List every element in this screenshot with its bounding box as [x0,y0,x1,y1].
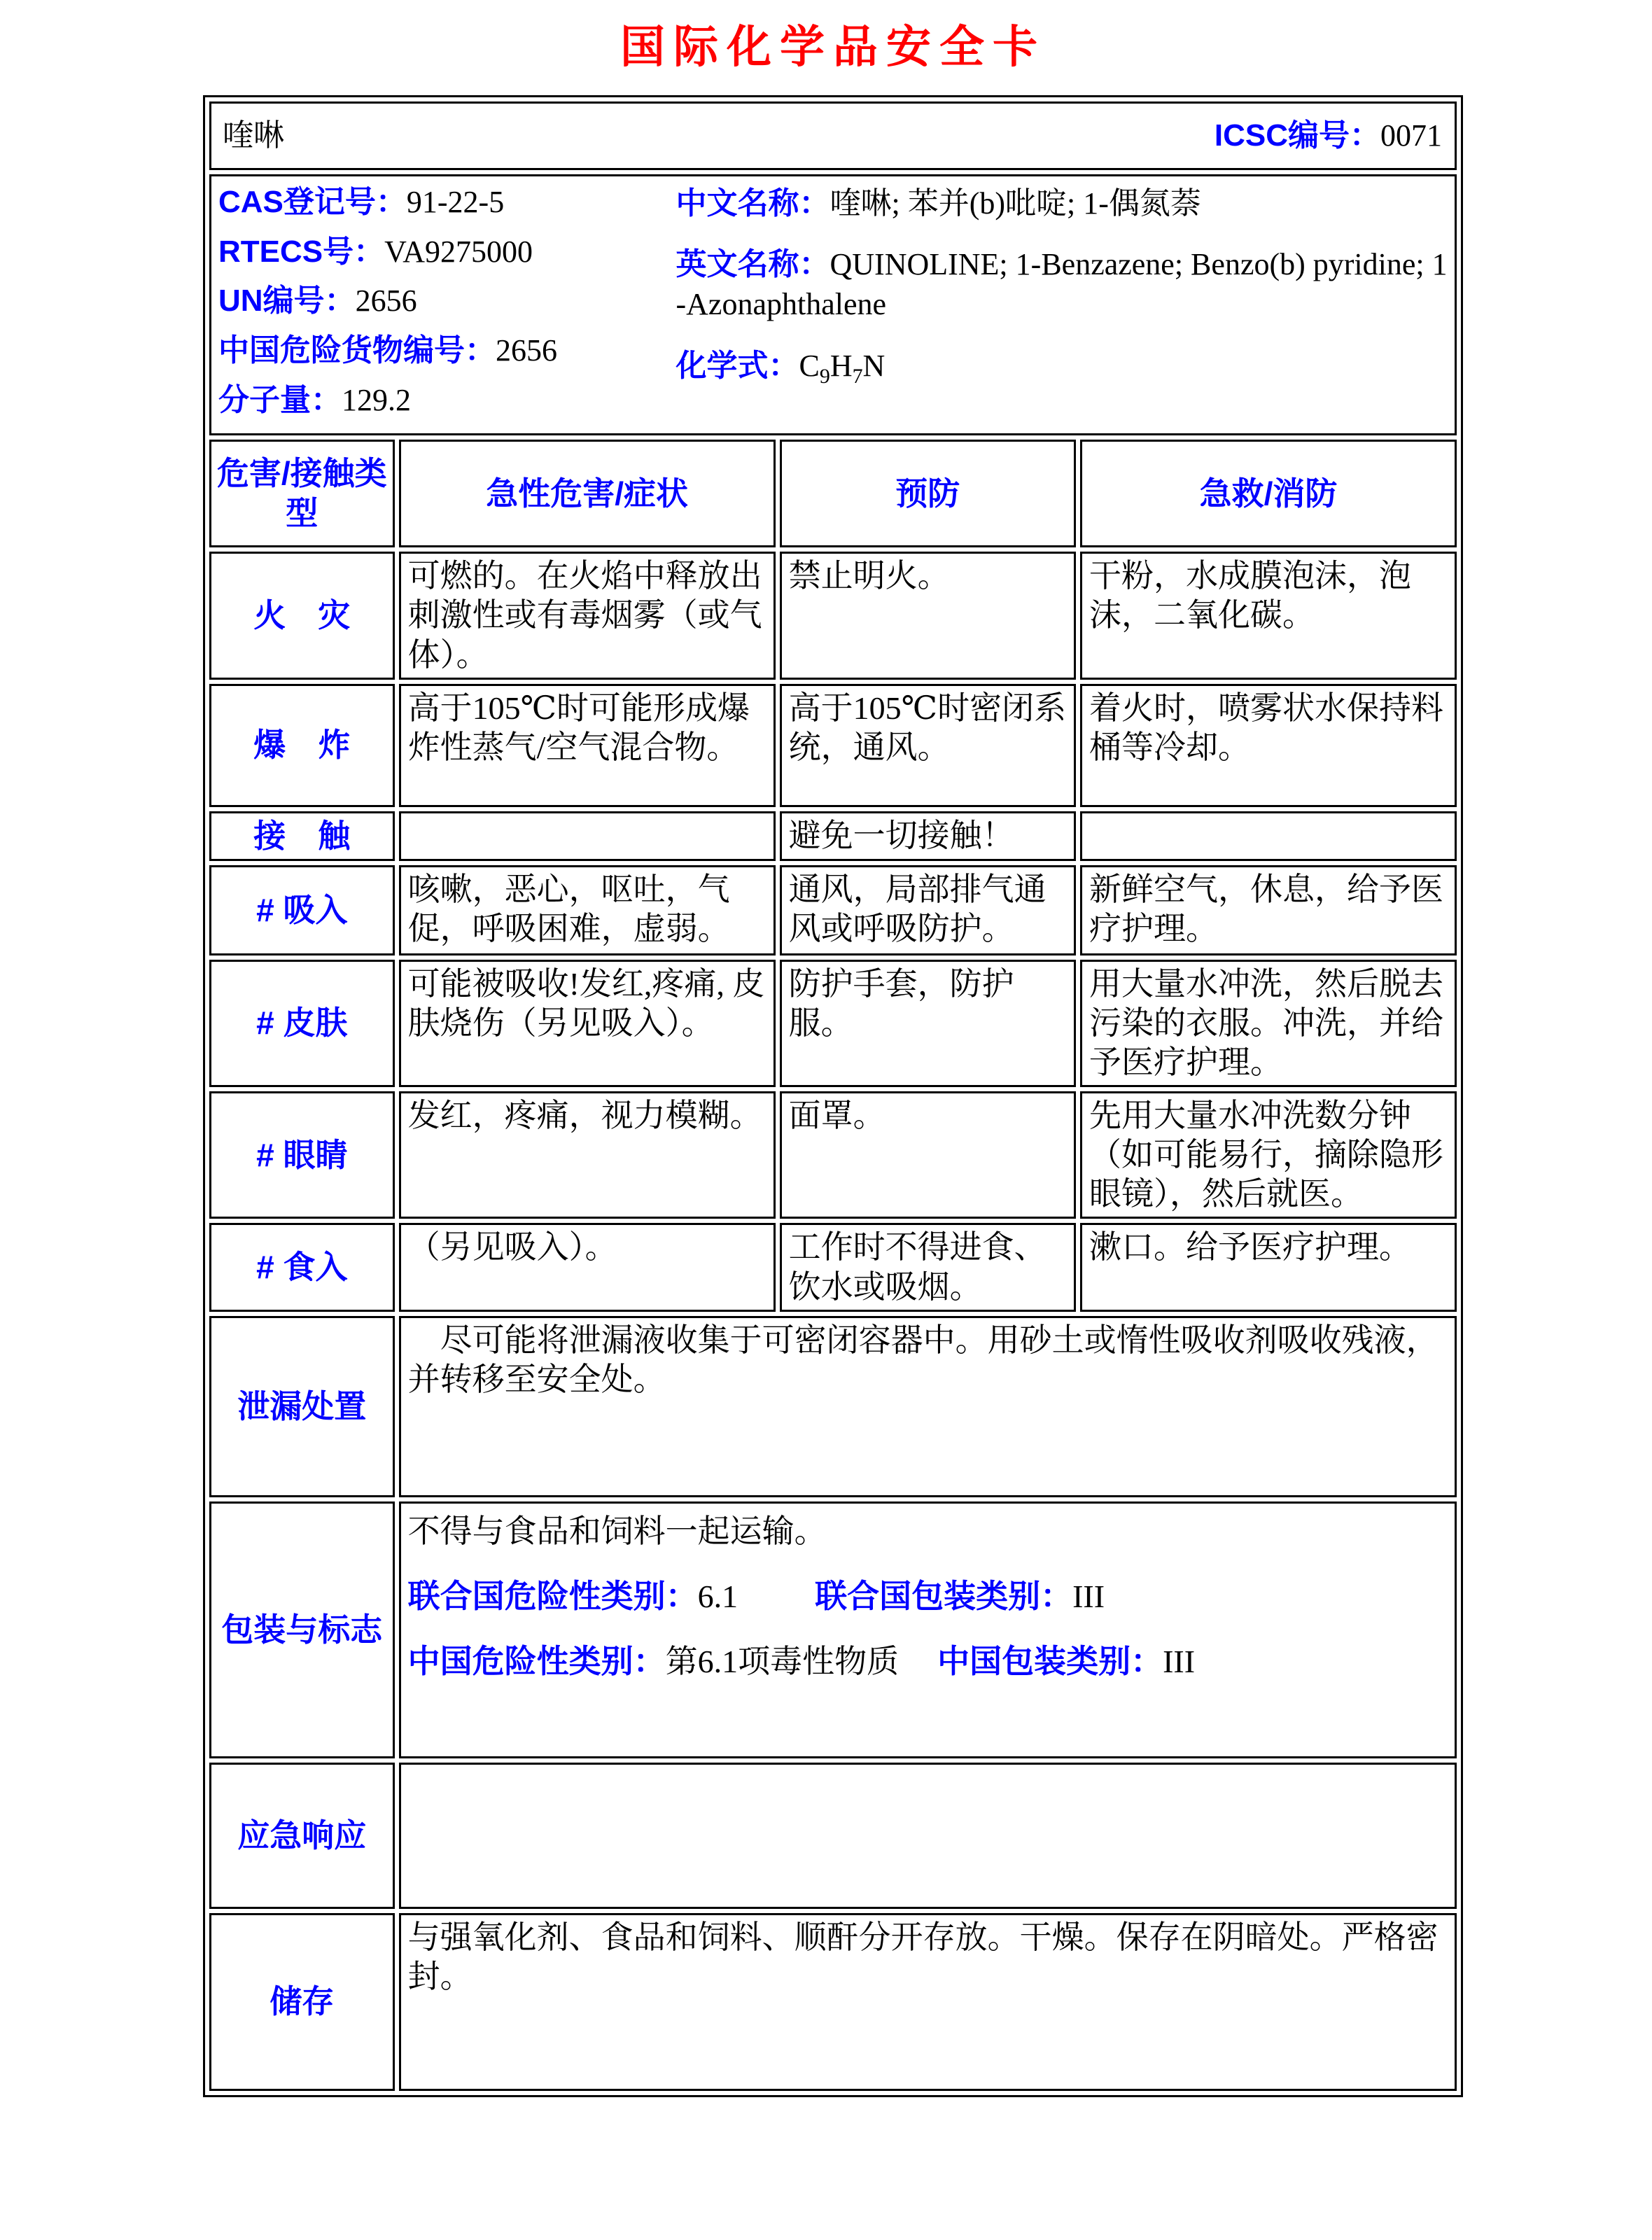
response-cell: 干粉，水成膜泡沫，泡沫，二氧化碳。 [1080,552,1457,679]
identifier-value: 129.2 [342,382,411,417]
card-header-cell [209,102,1457,170]
section-label-cell: 包装与标志 [209,1502,395,1758]
prevention-cell: 通风，局部排气通风或呼吸防护。 [780,865,1076,955]
identifier-cn-dangerous-goods [218,332,672,370]
hazard-row-fire [209,552,1457,679]
packaging-cn-line [408,1642,1448,1681]
cn-pack-label: 中国包装类别： [937,1642,1163,1679]
hazard-row-skin [209,960,1457,1087]
english-name-value: QUINOLINE; 1-Benzazene; Benzo(b) pyridine; 1-Azonaphthalene [676,247,1448,322]
chinese-name-line [676,183,1448,223]
section-label-cell: 泄漏处置 [209,1316,395,1497]
hazard-header-prevention: 预防 [780,440,1076,547]
response-cell: 先用大量水冲洗数分钟（如可能易行，摘除隐形眼镜），然后就医。 [1080,1091,1457,1219]
cn-hazard-value: 第6.1项毒性物质 [665,1643,899,1679]
hazard-header-type: 危害/接触类型 [209,440,395,547]
hazard-type-cell: # 食入 [209,1223,395,1311]
un-hazard-value: 6.1 [697,1578,738,1614]
hazard-row-eyes [209,1091,1457,1219]
substance-name: 喹啉 [223,118,284,153]
section-content-cell [399,1502,1457,1758]
packaging-transport-note: 不得与食品和饲料一起运输。 [407,1513,827,1549]
english-name-line [676,244,1448,324]
symptoms-cell [399,811,776,861]
cn-hazard-label: 中国危险性类别： [407,1642,666,1679]
identifier-label: RTECS号： [218,234,385,269]
hazard-header-response: 急救/消防 [1080,440,1457,547]
symptoms-cell: 咳嗽，恶心，呕吐，气促，呼吸困难，虚弱。 [399,865,776,955]
symptoms-cell: 发红，疼痛，视力模糊。 [399,1091,776,1219]
packaging-un-line [408,1576,1448,1616]
identifier-value: 2656 [496,333,557,368]
identifier-molweight [218,382,672,419]
symptoms-cell: 高于105℃时可能形成爆炸性蒸气/空气混合物。 [399,684,776,807]
identity-cell [209,174,1457,435]
response-cell: 用大量水冲洗，然后脱去污染的衣服。冲洗，并给予医疗护理。 [1080,960,1457,1087]
response-cell: 新鲜空气，休息，给予医疗护理。 [1080,865,1457,955]
hazard-header-symptoms: 急性危害/症状 [399,440,776,547]
un-hazard-label: 联合国危险性类别： [407,1577,698,1614]
identifier-label: UN编号： [218,284,356,318]
hazard-type-cell: 接 触 [209,811,395,861]
identifier-list [218,179,672,430]
hazard-row-inhalation [209,865,1457,955]
english-name-label: 英文名称： [676,247,830,282]
hazard-row-explosion [209,684,1457,807]
name-block [672,179,1448,430]
section-row-emergency [209,1763,1457,1909]
formula-label: 化学式： [676,348,799,383]
section-content-cell: 尽可能将泄漏液收集于可密闭容器中。用砂土或惰性吸收剂吸收残液，并转移至安全处。 [399,1316,1457,1497]
section-row-storage [209,1913,1457,2091]
hazard-type-cell: # 皮肤 [209,960,395,1087]
prevention-cell: 高于105℃时密闭系统，通风。 [780,684,1076,807]
icsc-number-label: ICSC编号： [1214,118,1380,153]
chinese-name-label: 中文名称： [676,186,830,220]
identifier-label: 中国危险货物编号： [218,333,496,368]
prevention-cell: 防护手套，防护服。 [780,960,1076,1087]
section-label-cell: 储存 [209,1913,395,2091]
identifier-label: CAS登记号： [218,185,407,219]
identifier-value: 91-22-5 [406,185,505,219]
formula-line [676,346,1448,391]
response-cell [1080,811,1457,861]
symptoms-cell: 可燃的。在火焰中释放出刺激性或有毒烟雾（或气体）。 [399,552,776,679]
hazard-type-cell: 爆 炸 [209,684,395,807]
identity-row [209,174,1457,435]
hazard-type-cell: # 眼睛 [209,1091,395,1219]
hazard-row-ingestion [209,1223,1457,1311]
card-header-row [209,102,1457,170]
identifier-un [218,282,672,320]
identifier-label: 分子量： [218,382,342,417]
section-content-cell [399,1763,1457,1909]
un-pack-label: 联合国包装类别： [815,1577,1073,1614]
page-title: 国际化学品安全卡 [620,22,1046,72]
response-cell: 着火时，喷雾状水保持料桶等冷却。 [1080,684,1457,807]
prevention-cell: 禁止明火。 [780,552,1076,679]
hazard-row-contact [209,811,1457,861]
icsc-card-table [203,95,1463,2097]
section-row-packaging [209,1502,1457,1758]
prevention-cell: 避免一切接触！ [780,811,1076,861]
identifier-cas [218,183,672,221]
identifier-rtecs [218,233,672,271]
icsc-number [1214,117,1448,155]
symptoms-cell: 可能被吸收!发红,疼痛, 皮肤烧伤（另见吸入）。 [399,960,776,1087]
identifier-value: VA9275000 [384,234,533,269]
identifier-value: 2656 [355,284,417,318]
cn-pack-value: III [1163,1643,1196,1679]
hazard-header-row [209,440,1457,547]
section-row-spill [209,1316,1457,1497]
response-cell: 漱口。给予医疗护理。 [1080,1223,1457,1311]
chinese-name-value: 喹啉; 苯并(b)吡啶; 1-偶氮萘 [830,186,1201,220]
formula-value: $C_9H_7N$ [799,348,886,388]
section-label-cell: 应急响应 [209,1763,395,1909]
prevention-cell: 工作时不得进食、饮水或吸烟。 [780,1223,1076,1311]
hazard-type-cell: # 吸入 [209,865,395,955]
section-content-cell: 与强氧化剂、食品和饲料、顺酐分开存放。干燥。保存在阴暗处。严格密封。 [399,1913,1457,2091]
prevention-cell: 面罩。 [780,1091,1076,1219]
un-pack-value: III [1072,1578,1105,1614]
hazard-type-cell: 火 灾 [209,552,395,679]
symptoms-cell: （另见吸入）。 [399,1223,776,1311]
icsc-number-value: 0071 [1380,118,1442,153]
